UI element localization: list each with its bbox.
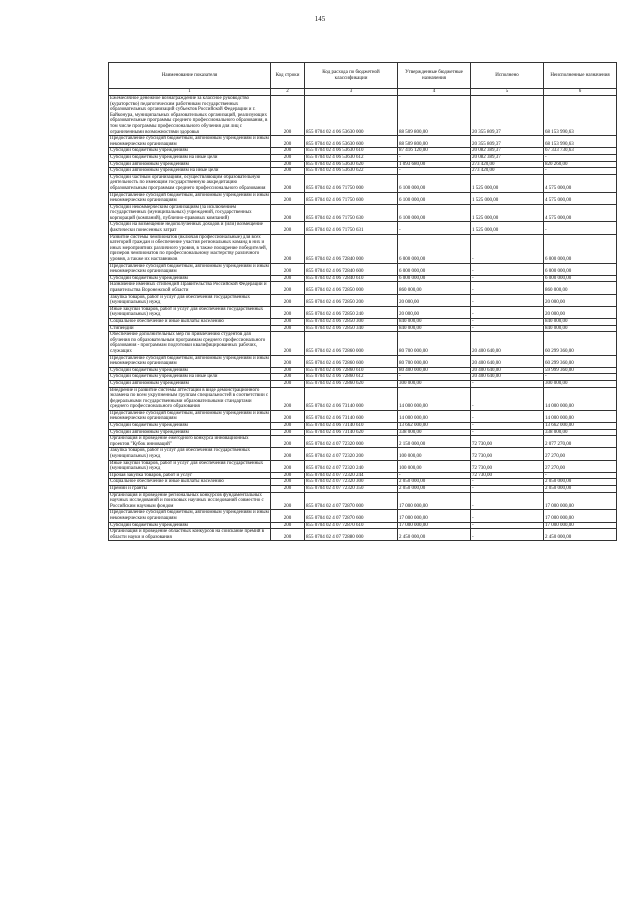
indicator-name: Субсидии автономным учреждениям [109, 161, 271, 168]
table-row [109, 374, 617, 381]
table-row [109, 410, 617, 422]
expense-code: 855 0704 02 4 07 72870 600 [305, 510, 398, 522]
line-code: 200 [271, 306, 305, 318]
expense-code: 855 0704 02 4 06 73140 600 [305, 410, 398, 422]
approved-amount: 17 000 000,00 [398, 510, 471, 522]
approved-amount: 2 050 000,00 [398, 486, 471, 493]
indicator-name: Иные закупки товаров, работ и услуг для обеспечения государственных (муниципальных) нужд [109, 460, 271, 472]
line-code: 200 [271, 510, 305, 522]
column-number: 5 [471, 89, 544, 96]
line-code: 200 [271, 472, 305, 479]
line-code: 200 [271, 222, 305, 234]
table-row [109, 460, 617, 472]
unexecuted-amount: 6 000 000,00 [544, 263, 617, 275]
executed-amount: 20 400 640,00 [471, 332, 544, 355]
line-code: 200 [271, 168, 305, 175]
executed-amount: 273 420,00 [471, 161, 544, 168]
indicator-name: Предоставление субсидий бюджетным, автономным учреждениям и иным некоммерческим организациям [110, 263, 269, 275]
approved-amount: 6 100 000,00 [398, 192, 471, 204]
unexecuted-amount: - [544, 222, 617, 234]
approved-amount: 840 000,00 [398, 325, 471, 332]
line-code: 200 [271, 154, 305, 161]
executed-amount: 1 525 000,00 [471, 204, 544, 222]
header-row [109, 63, 617, 89]
unexecuted-amount: 860 000,00 [544, 282, 617, 294]
indicator-name: Субсидии бюджетным учреждениям на иные цели [109, 154, 271, 161]
approved-amount: 88 509 800,00 [398, 136, 471, 148]
indicator-name: Субсидии автономным учреждениям [109, 380, 271, 387]
expense-code: 855 0704 02 4 06 72850 240 [305, 306, 398, 318]
executed-amount: - [471, 318, 544, 325]
approved-amount: 2 450 000,00 [398, 529, 471, 541]
unexecuted-amount: 338 000,00 [544, 429, 617, 436]
unexecuted-amount: 4 575 000,00 [544, 174, 617, 192]
unexecuted-amount: 20 000,00 [544, 294, 617, 306]
approved-amount: - [398, 472, 471, 479]
executed-amount: 72 730,00 [471, 460, 544, 472]
table-row [109, 387, 617, 410]
executed-amount: 72 730,00 [471, 472, 544, 479]
table-row [109, 492, 617, 510]
unexecuted-amount: 17 000 000,00 [544, 510, 617, 522]
line-code: 200 [271, 234, 305, 263]
expense-code: 855 0704 02 4 07 72320 244 [305, 472, 398, 479]
expense-code: 855 0704 02 4 07 72320 240 [305, 460, 398, 472]
indicator-name: Ежемесячное денежное вознаграждение за классное руководство (кураторство) педагогическим работникам государственных образовательных организаций субъектов Российской Федерации и г. Байконура, муниципальных образовательных организаций, реализующих образовательные программы среднего профессионального образования, в том числе программы профессионального обучения для лиц с ограниченными возможностями здоровья [109, 96, 271, 136]
header-unexecuted: Неисполненные назначения [544, 63, 617, 89]
table-body [109, 96, 617, 541]
line-code: 200 [271, 275, 305, 282]
table-row [109, 448, 617, 460]
line-code: 200 [271, 148, 305, 155]
expense-code: 855 0704 02 4 07 72320 000 [305, 436, 398, 448]
expense-code: 855 0704 02 4 06 73140 620 [305, 429, 398, 436]
executed-amount: - [471, 529, 544, 541]
table-row [109, 161, 617, 168]
header-approved: Утвержденные бюджетные назначения [398, 63, 471, 89]
approved-amount: 80 400 000,00 [398, 367, 471, 374]
expense-code: 855 0704 02 4 07 72320 300 [305, 479, 398, 486]
approved-amount: 6 000 000,00 [398, 234, 471, 263]
executed-amount: 20 082 389,37 [471, 154, 544, 161]
expense-code: 855 0704 02 4 06 53630 610 [305, 148, 398, 155]
line-code: 200 [271, 294, 305, 306]
table-row [109, 136, 617, 148]
expense-code: 855 0704 02 4 06 72840 610 [305, 275, 398, 282]
executed-amount: - [471, 486, 544, 493]
indicator-name: Обеспечение дополнительных мер по привлечению студентов для обучения по образовательным программам среднего профессионального образования - программам подготовки квалифицированных рабочих, служащих [109, 332, 271, 355]
header-expense-code: Код расхода по бюджетной классификации [305, 63, 398, 89]
approved-amount: - [398, 168, 471, 175]
approved-amount: 17 000 000,00 [398, 492, 471, 510]
line-code: 200 [271, 479, 305, 486]
executed-amount: - [471, 306, 544, 318]
line-code: 200 [271, 436, 305, 448]
executed-amount: 72 730,00 [471, 436, 544, 448]
line-code: 200 [271, 355, 305, 367]
executed-amount: - [471, 522, 544, 529]
approved-amount: 300 000,00 [398, 380, 471, 387]
executed-amount: - [471, 492, 544, 510]
unexecuted-amount: - [544, 374, 617, 381]
indicator-name: Предоставление субсидий бюджетным, автономным учреждениям и иным некоммерческим организациям [110, 192, 269, 204]
line-code: 200 [271, 529, 305, 541]
unexecuted-amount: 820 260,00 [544, 161, 617, 168]
expense-code: 855 0704 02 4 06 71750 631 [305, 222, 398, 234]
unexecuted-amount: 59 999 360,00 [544, 367, 617, 374]
approved-amount: - [398, 374, 471, 381]
expense-code: 855 0704 02 4 06 72860 620 [305, 380, 398, 387]
indicator-name: Организация и проведение ежегодного конкурса инновационных проектов "Кубок инноваций" [109, 436, 271, 448]
line-code: 200 [271, 423, 305, 430]
column-number: 4 [398, 89, 471, 96]
line-code: 200 [271, 161, 305, 168]
executed-amount: 1 525 000,00 [471, 192, 544, 204]
indicator-name: Закупка товаров, работ и услуг для обеспечения государственных (муниципальных) нужд [109, 448, 271, 460]
executed-amount: - [471, 263, 544, 275]
executed-amount: 20 082 389,37 [471, 148, 544, 155]
table-row [109, 282, 617, 294]
indicator-name: Прочая закупка товаров, работ и услуг [109, 472, 271, 479]
indicator-name: Развитие системы чемпионатов (включая профессиональные) для всех категорий граждан и обеспечение участия региональных команд в них и иных мероприятиях различного уровня, в также поощрение победителей, призеров чемпионатов по профессиональному мастерству различного уровня, а также их наставников [109, 234, 271, 263]
table-row [109, 174, 617, 192]
header-indicator-name: Наименование показателя [109, 63, 271, 89]
indicator-name: Субсидии бюджетным учреждениям [109, 367, 271, 374]
table-row [109, 436, 617, 448]
expense-code: 855 0704 02 4 06 53630 612 [305, 154, 398, 161]
unexecuted-amount: 4 575 000,00 [544, 204, 617, 222]
unexecuted-amount: 14 000 000,00 [544, 410, 617, 422]
expense-code: 855 0704 02 4 06 72860 612 [305, 374, 398, 381]
line-code: 200 [271, 374, 305, 381]
table-row [109, 472, 617, 479]
table-row [109, 325, 617, 332]
expense-code: 855 0704 02 4 06 72860 600 [305, 355, 398, 367]
executed-amount: - [471, 325, 544, 332]
unexecuted-amount: 4 575 000,00 [544, 192, 617, 204]
approved-amount: 87 416 120,00 [398, 148, 471, 155]
approved-amount: 6 000 000,00 [398, 263, 471, 275]
expense-code: 855 0704 02 4 06 72850 300 [305, 318, 398, 325]
table-row [109, 192, 617, 204]
expense-code: 855 0704 02 4 06 53630 600 [305, 136, 398, 148]
indicator-name: Субсидии бюджетным учреждениям [109, 423, 271, 430]
indicator-name: Субсидии бюджетным учреждениям [109, 522, 271, 529]
approved-amount: 2 150 000,00 [398, 436, 471, 448]
approved-amount: 6 100 000,00 [398, 204, 471, 222]
executed-amount: - [471, 410, 544, 422]
page-number: 145 [314, 15, 326, 23]
unexecuted-amount: 2 050 000,00 [544, 479, 617, 486]
executed-amount: - [471, 479, 544, 486]
approved-amount: 14 000 000,00 [398, 387, 471, 410]
approved-amount: 100 000,00 [398, 460, 471, 472]
expense-code: 855 0704 02 4 06 53630 622 [305, 168, 398, 175]
executed-amount: - [471, 275, 544, 282]
unexecuted-amount: 6 000 000,00 [544, 234, 617, 263]
table-row [109, 263, 617, 275]
line-code: 200 [271, 174, 305, 192]
indicator-name: Внедрение и развитие системы аттестации в виде демонстрационного экзамена по всем укрупненным группам специальностей в соответствии с федеральными государственными образовательными стандартами среднего профессионального образования [109, 387, 271, 410]
line-code: 200 [271, 522, 305, 529]
approved-amount: 17 000 000,00 [398, 522, 471, 529]
indicator-name: Субсидии бюджетным учреждениям на иные цели [109, 374, 271, 381]
indicator-name: Субсидии бюджетным учреждениям [109, 275, 271, 282]
indicator-name: Субсидии автономным учреждениям [109, 429, 271, 436]
header-executed: Исполнено [471, 63, 544, 89]
line-code: 200 [271, 410, 305, 422]
unexecuted-amount: 60 299 360,00 [544, 332, 617, 355]
table-row [109, 306, 617, 318]
approved-amount: - [398, 154, 471, 161]
approved-amount: 840 000,00 [398, 318, 471, 325]
unexecuted-amount: - [544, 168, 617, 175]
unexecuted-amount: 27 270,00 [544, 460, 617, 472]
expense-code: 855 0704 02 4 06 72840 000 [305, 234, 398, 263]
line-code: 200 [271, 460, 305, 472]
table-row [109, 522, 617, 529]
table-row [109, 367, 617, 374]
executed-amount: - [471, 429, 544, 436]
table-row [109, 318, 617, 325]
indicator-name: Премии и гранты [109, 486, 271, 493]
indicator-name: Иные закупки товаров, работ и услуг для обеспечения государственных (муниципальных) нужд [109, 306, 271, 318]
line-code: 200 [271, 136, 305, 148]
approved-amount: 2 050 000,00 [398, 479, 471, 486]
executed-amount: 20 355 809,37 [471, 136, 544, 148]
unexecuted-amount: 840 000,00 [544, 325, 617, 332]
line-code: 200 [271, 429, 305, 436]
approved-amount: 860 000,00 [398, 282, 471, 294]
indicator-name: Назначение именных стипендий Правительства Российской Федерации и правительства Воронежской области [109, 282, 271, 294]
budget-execution-table [108, 62, 617, 541]
expense-code: 855 0704 02 4 06 71750 630 [305, 204, 398, 222]
unexecuted-amount: 68 153 990,63 [544, 136, 617, 148]
column-number-row [109, 89, 617, 96]
approved-amount: 20 000,00 [398, 294, 471, 306]
line-code: 200 [271, 263, 305, 275]
column-number: 1 [109, 89, 271, 96]
line-code: 200 [271, 367, 305, 374]
line-code: 200 [271, 448, 305, 460]
column-number: 6 [544, 89, 617, 96]
column-number: 2 [271, 89, 305, 96]
unexecuted-amount: 2 450 000,00 [544, 529, 617, 541]
expense-code: 855 0704 02 4 06 72860 000 [305, 332, 398, 355]
unexecuted-amount: 67 333 730,63 [544, 148, 617, 155]
approved-amount: 338 000,00 [398, 429, 471, 436]
indicator-name: Субсидии частным организациям, осуществляющим образовательную деятельность по имеющим государственную аккредитацию образовательным программам среднего профессионального образования [109, 174, 271, 192]
executed-amount: - [471, 510, 544, 522]
table-row [109, 429, 617, 436]
approved-amount: - [398, 222, 471, 234]
line-code: 200 [271, 192, 305, 204]
expense-code: 855 0704 02 4 06 53630 620 [305, 161, 398, 168]
table-row [109, 479, 617, 486]
executed-amount: 20 355 809,37 [471, 96, 544, 136]
executed-amount: 20 400 640,00 [471, 367, 544, 374]
expense-code: 855 0704 02 4 06 53630 000 [305, 96, 398, 136]
indicator-name: Закупка товаров, работ и услуг для обеспечения государственных (муниципальных) нужд [109, 294, 271, 306]
indicator-name: Организация и проведение региональных конкурсов фундаментальных научных исследований и поисковых научных исследований совместно с Российским научным фондом [109, 492, 271, 510]
unexecuted-amount: 2 077 270,00 [544, 436, 617, 448]
unexecuted-amount: 20 000,00 [544, 306, 617, 318]
line-code: 200 [271, 96, 305, 136]
table-row [109, 294, 617, 306]
executed-amount: 273 420,00 [471, 168, 544, 175]
indicator-name: Предоставление субсидий бюджетным, автономным учреждениям и иным некоммерческим организациям [110, 355, 269, 367]
unexecuted-amount: 17 000 000,00 [544, 522, 617, 529]
approved-amount: 13 662 000,00 [398, 423, 471, 430]
line-code: 200 [271, 318, 305, 325]
line-code: 200 [271, 332, 305, 355]
indicator-name: Социальное обеспечение и иные выплаты населению [109, 479, 271, 486]
table-row [109, 510, 617, 522]
indicator-name: Социальное обеспечение и иные выплаты населению [109, 318, 271, 325]
indicator-name: Субсидии на возмещение недополученных доходов и (или) возмещение фактически понесенных затрат [109, 222, 271, 234]
approved-amount: 20 000,00 [398, 306, 471, 318]
approved-amount: 14 000 000,00 [398, 410, 471, 422]
unexecuted-amount: 68 153 990,63 [544, 96, 617, 136]
line-code: 200 [271, 492, 305, 510]
table-row [109, 486, 617, 493]
expense-code: 855 0704 02 4 06 72850 200 [305, 294, 398, 306]
table-row [109, 168, 617, 175]
table-row [109, 275, 617, 282]
indicator-name: Предоставление субсидий бюджетным, автономным учреждениям и иным некоммерческим организациям [110, 510, 269, 521]
approved-amount: 1 093 680,00 [398, 161, 471, 168]
expense-code: 855 0704 02 4 06 72850 340 [305, 325, 398, 332]
unexecuted-amount: 300 000,00 [544, 380, 617, 387]
table-row [109, 96, 617, 136]
unexecuted-amount: 840 000,00 [544, 318, 617, 325]
line-code: 200 [271, 486, 305, 493]
unexecuted-amount: 17 000 000,00 [544, 492, 617, 510]
executed-amount: - [471, 282, 544, 294]
executed-amount: 1 525 000,00 [471, 174, 544, 192]
line-code: 200 [271, 325, 305, 332]
table-row [109, 332, 617, 355]
expense-code: 855 0704 02 4 07 72320 200 [305, 448, 398, 460]
indicator-name: Субсидии автономным учреждениям на иные цели [109, 168, 271, 175]
executed-amount: - [471, 234, 544, 263]
expense-code: 855 0704 02 4 06 72850 000 [305, 282, 398, 294]
approved-amount: 80 700 000,00 [398, 355, 471, 367]
indicator-name: Предоставление субсидий бюджетным, автономным учреждениям и иным некоммерческим организациям [110, 410, 269, 422]
approved-amount: 6 100 000,00 [398, 174, 471, 192]
expense-code: 855 0704 02 4 06 71750 600 [305, 192, 398, 204]
expense-code: 855 0704 02 4 06 72860 610 [305, 367, 398, 374]
expense-code: 855 0704 02 4 06 73140 000 [305, 387, 398, 410]
executed-amount: 72 730,00 [471, 448, 544, 460]
executed-amount: - [471, 423, 544, 430]
unexecuted-amount: 13 662 000,00 [544, 423, 617, 430]
approved-amount: 100 000,00 [398, 448, 471, 460]
expense-code: 855 0704 02 4 06 73140 610 [305, 423, 398, 430]
expense-code: 855 0704 02 4 07 72870 610 [305, 522, 398, 529]
approved-amount: 6 000 000,00 [398, 275, 471, 282]
line-code: 200 [271, 387, 305, 410]
indicator-name: Предоставление субсидий бюджетным, автономным учреждениям и иным некоммерческим организациям [110, 136, 269, 147]
executed-amount: - [471, 380, 544, 387]
table-row [109, 529, 617, 541]
executed-amount: 20 400 640,00 [471, 355, 544, 367]
indicator-name: Субсидии некоммерческим организациям (за исключением государственных (муниципальных) учреждений, государственных корпораций (компаний), публично-правовых компаний) [109, 204, 271, 222]
unexecuted-amount: 2 050 000,00 [544, 486, 617, 493]
line-code: 200 [271, 204, 305, 222]
approved-amount: 88 509 800,00 [398, 96, 471, 136]
line-code: 200 [271, 282, 305, 294]
expense-code: 855 0704 02 4 07 72880 000 [305, 529, 398, 541]
table-row [109, 234, 617, 263]
header-line-code: Код строки [271, 63, 305, 89]
executed-amount: 20 400 640,00 [471, 374, 544, 381]
table-row [109, 380, 617, 387]
unexecuted-amount: - [544, 154, 617, 161]
indicator-name: Субсидии бюджетным учреждениям [109, 148, 271, 155]
expense-code: 855 0704 02 4 06 71750 000 [305, 174, 398, 192]
executed-amount: 1 525 000,00 [471, 222, 544, 234]
table-row [109, 222, 617, 234]
indicator-name: Стипендии [109, 325, 271, 332]
unexecuted-amount: 27 270,00 [544, 448, 617, 460]
executed-amount: - [471, 294, 544, 306]
expense-code: 855 0704 02 4 07 72870 000 [305, 492, 398, 510]
unexecuted-amount: - [544, 472, 617, 479]
approved-amount: 80 700 000,00 [398, 332, 471, 355]
expense-code: 855 0704 02 4 07 72320 350 [305, 486, 398, 493]
table-row [109, 154, 617, 161]
line-code: 200 [271, 380, 305, 387]
column-number: 3 [305, 89, 398, 96]
expense-code: 855 0704 02 4 06 72840 600 [305, 263, 398, 275]
unexecuted-amount: 14 000 000,00 [544, 387, 617, 410]
table-row [109, 148, 617, 155]
unexecuted-amount: 6 000 000,00 [544, 275, 617, 282]
table-row [109, 204, 617, 222]
unexecuted-amount: 60 299 360,00 [544, 355, 617, 367]
indicator-name: Организация и проведение областных конкурсов на соискание премий в области науки и образования [109, 529, 271, 541]
table-row [109, 355, 617, 367]
executed-amount: - [471, 387, 544, 410]
table-row [109, 423, 617, 430]
